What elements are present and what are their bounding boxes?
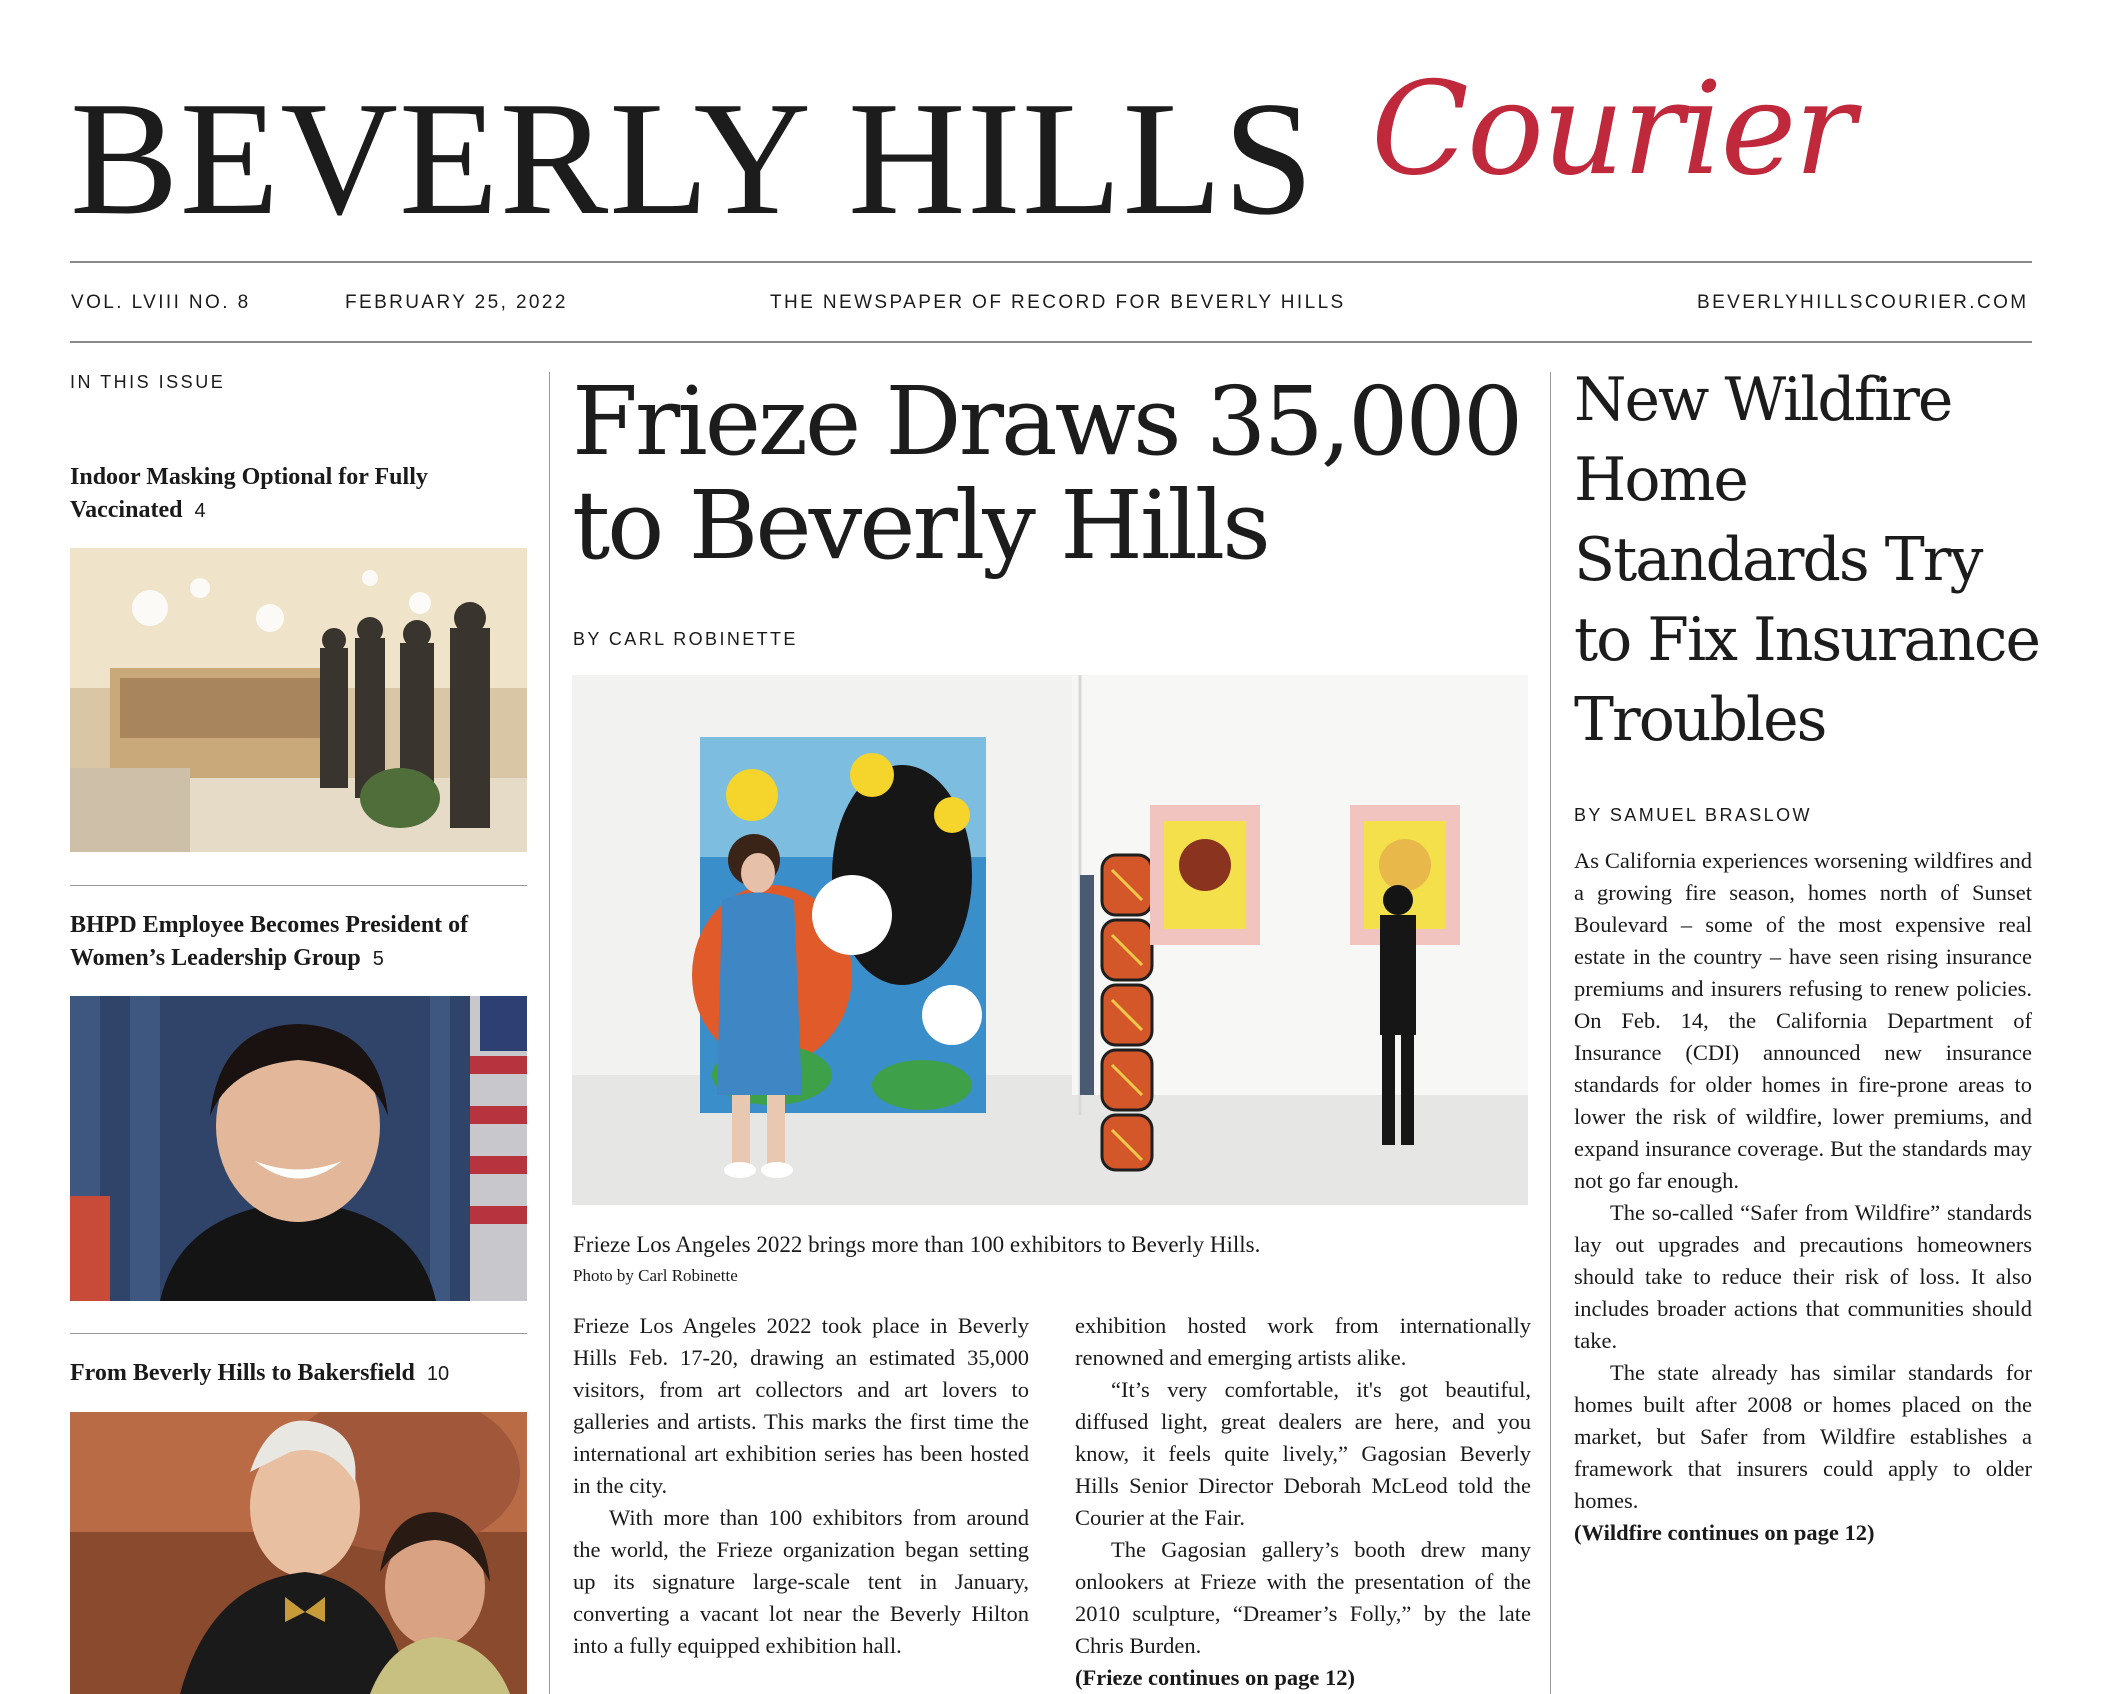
- second-continues-link[interactable]: (Wildfire continues on page 12): [1574, 1520, 1875, 1545]
- sidebar-divider-1: [70, 885, 527, 886]
- masthead-rule: [70, 261, 2032, 263]
- teaser-title: BHPD Employee Becomes President of Women’s Leadership Group: [70, 912, 469, 971]
- issue-date: FEBRUARY 25, 2022: [345, 292, 568, 313]
- teaser-1[interactable]: [70, 461, 530, 528]
- lead-headline[interactable]: Frieze Draws 35,000 to Beverly Hills: [572, 367, 1521, 581]
- column-rule-right: [1550, 372, 1551, 1694]
- lead-paragraph: The Gagosian gallery’s booth drew many onlookers at Frieze with the presentation of the 2010 sculpture, “Dreamer’s Folly,” by the late Chris Burden.: [1075, 1537, 1531, 1658]
- vintage-photo[interactable]: [70, 1412, 527, 1694]
- lead-body-column-2: [1075, 1310, 1531, 1694]
- lead-continues-link[interactable]: (Frieze continues on page 12): [1075, 1665, 1355, 1690]
- lead-body-column-1: [573, 1310, 1029, 1662]
- lead-byline: BY CARL ROBINETTE: [573, 629, 798, 649]
- teaser-3[interactable]: [70, 1357, 530, 1391]
- lead-paragraph: “It’s very comfortable, it's got beautiful, diffused light, great dealers are here, and you know, it feels quite lively,” Gagosian Beverly Hills Senior Director Deborah McLeod told the Courier at the Fair.: [1075, 1377, 1531, 1530]
- lead-paragraph: With more than 100 exhibitors from around the world, the Frieze organization began setting up its signature large-scale tent in January, converting a vacant lot near the Beverly Hilton into a fully equipped exhibition hall.: [573, 1505, 1029, 1658]
- sidebar-divider-2: [70, 1333, 527, 1334]
- teaser-title: Indoor Masking Optional for Fully Vaccinated: [70, 464, 428, 523]
- second-paragraph: The so-called “Safer from Wildfire” standards lay out upgrades and precautions homeowners should take to reduce their risk of loss. It also includes broader actions that communities should take.: [1574, 1200, 2032, 1353]
- second-headline[interactable]: New Wildfire Home Standards Try to Fix Insurance Troubles: [1574, 365, 2040, 755]
- masthead-courier: Courier: [1371, 55, 1854, 204]
- teaser-title: From Beverly Hills to Bakersfield: [70, 1360, 415, 1386]
- second-byline: BY SAMUEL BRASLOW: [1574, 805, 1812, 825]
- second-paragraph: As California experiences worsening wildfires and a growing fire season, homes north of Sunset Boulevard – some of the most expensive real estate in the country – have seen rising insurance premiums and insurers refusing to renew policies. On Feb. 14, the California Department of Insurance (CDI) announced new insurance standards for older homes in fire-prone areas to lower the risk of wildfire, lower premiums, and expand insurance coverage. But the standards may not go far enough.: [1574, 848, 2032, 1193]
- volume-number: VOL. LVIII NO. 8: [71, 292, 251, 313]
- column-rule-left: [549, 372, 550, 1694]
- teaser-page: 10: [426, 1363, 450, 1385]
- website-link[interactable]: BEVERLYHILLSCOURIER.COM: [1697, 292, 2029, 313]
- lead-paragraph: Frieze Los Angeles 2022 took place in Beverly Hills Feb. 17-20, drawing an estimated 35,000 visitors, from art collectors and art lovers to galleries and artists. This marks the first time the international art exhibition series has been hosted in the city.: [573, 1313, 1029, 1498]
- photo-credit: Photo by Carl Robinette: [573, 1266, 738, 1285]
- lead-paragraph: exhibition hosted work from internationally renowned and emerging artists alike.: [1075, 1313, 1531, 1370]
- frieze-gallery-photo[interactable]: [572, 675, 1528, 1205]
- teaser-page: 5: [372, 948, 384, 970]
- masthead-title: BEVERLY HILLS: [70, 69, 1315, 249]
- in-this-issue-heading: IN THIS ISSUE: [70, 372, 226, 392]
- subline-rule: [70, 341, 2032, 343]
- tagline: THE NEWSPAPER OF RECORD FOR BEVERLY HILLS: [770, 292, 1346, 313]
- teaser-2[interactable]: [70, 909, 530, 976]
- employee-portrait-photo[interactable]: [70, 996, 527, 1301]
- photo-caption: Frieze Los Angeles 2022 brings more than 100 exhibitors to Beverly Hills.: [573, 1232, 1261, 1257]
- second-paragraph: The state already has similar standards for homes built after 2008 or homes placed on the market, but Safer from Wildfire establishes a framework that insurers could apply to older homes.: [1574, 1360, 2032, 1513]
- second-body: [1574, 845, 2032, 1549]
- cafe-interior-photo[interactable]: [70, 548, 527, 852]
- teaser-page: 4: [194, 500, 206, 522]
